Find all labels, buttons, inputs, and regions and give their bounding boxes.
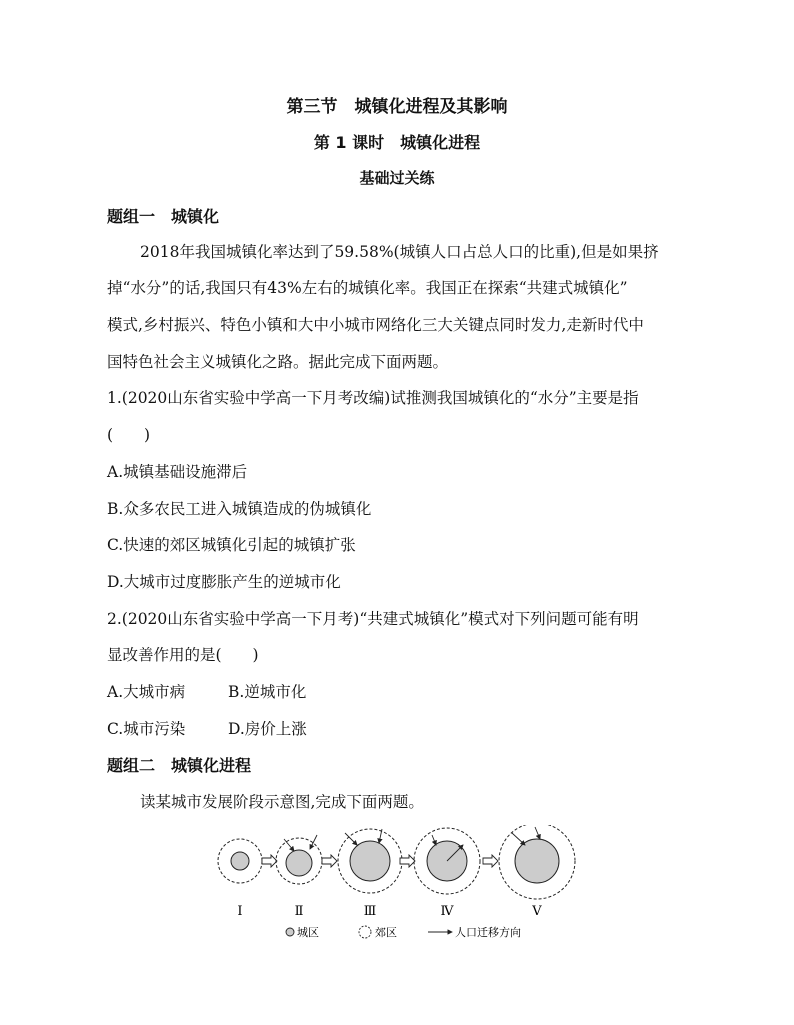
q1-option-a: A.城镇基础设施滞后 (107, 463, 248, 481)
transition-arrow (322, 855, 337, 867)
legend-migration-label: 人口迁移方向 (455, 926, 521, 939)
transition-arrow (262, 855, 277, 867)
q1-answer-blank: ( ) (107, 426, 151, 444)
transition-arrow (483, 855, 498, 867)
stage-label-1: Ⅰ (237, 904, 243, 919)
legend-city-label: 城区 (297, 926, 319, 939)
transition-arrow (400, 855, 415, 867)
legend-suburb-label: 郊区 (375, 926, 397, 939)
group2-intro: 读某城市发展阶段示意图,完成下面两题。 (140, 793, 424, 811)
stage-2 (276, 835, 322, 884)
passage-line-4: 国特色社会主义城镇化之路。据此完成下面两题。 (107, 353, 449, 371)
stage-label-2: Ⅱ (294, 904, 304, 919)
stage-label-3: Ⅲ (363, 904, 377, 919)
stage-5 (499, 825, 575, 899)
practice-title: 基础过关练 (359, 169, 435, 187)
q2-option-b: B.逆城市化 (228, 683, 307, 701)
passage-line-1: 2018年我国城镇化率达到了59.58%(城镇人口占总人口的比重),但是如果挤 (140, 243, 659, 261)
city-development-diagram (215, 825, 595, 945)
q1-option-d: D.大城市过度膨胀产生的逆城市化 (107, 573, 341, 591)
q2-stem-cont: 显改善作用的是( ) (107, 646, 259, 664)
q2-option-c: C.城市污染 (107, 720, 186, 738)
stage-4 (414, 828, 480, 894)
stage-label-4: Ⅳ (440, 904, 454, 919)
group2-heading: 题组二 城镇化进程 (107, 756, 252, 775)
q2-stem: 2.(2020山东省实验中学高一下月考)“共建式城镇化”模式对下列问题可能有明 (107, 610, 639, 628)
q1-option-b: B.众多农民工进入城镇造成的伪城镇化 (107, 500, 372, 518)
q1-stem: 1.(2020山东省实验中学高一下月考改编)试推测我国城镇化的“水分”主要是指 (107, 389, 639, 407)
stage-1 (218, 839, 262, 883)
passage-line-2: 掉“水分”的话,我国只有43%左右的城镇化率。我国正在探索“共建式城镇化” (107, 279, 628, 297)
passage-line-3: 模式,乡村振兴、特色小镇和大中小城市网络化三大关键点同时发力,走新时代中 (107, 316, 644, 334)
q2-option-a: A.大城市病 (107, 683, 186, 701)
lesson-title: 第 1 课时 城镇化进程 (313, 133, 481, 152)
legend (286, 925, 521, 939)
q1-option-c: C.快速的郊区城镇化引起的城镇扩张 (107, 536, 356, 554)
group1-heading: 题组一 城镇化 (107, 207, 220, 226)
stage-label-5: Ⅴ (532, 904, 542, 919)
q2-option-d: D.房价上涨 (228, 720, 307, 738)
stage-3 (338, 829, 402, 893)
section-title: 第三节 城镇化进程及其影响 (286, 97, 508, 117)
